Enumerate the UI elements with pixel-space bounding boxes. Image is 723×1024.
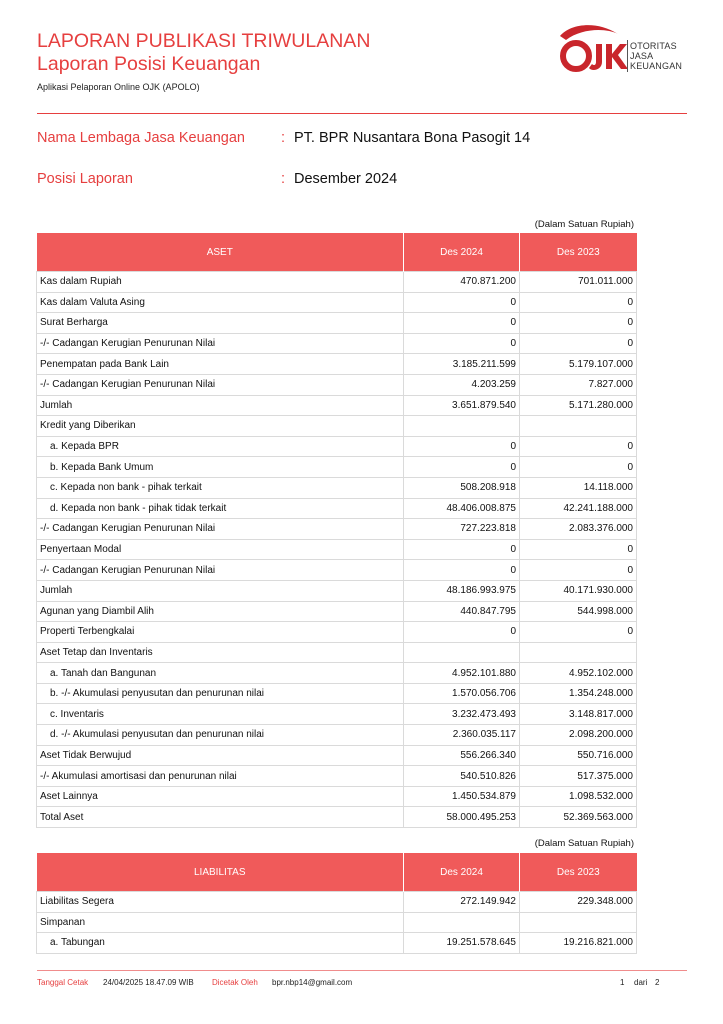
period-label: Posisi Laporan	[37, 171, 133, 187]
table-row	[37, 766, 637, 787]
row-label: Total Aset	[37, 807, 404, 828]
table-row	[37, 807, 637, 828]
logo-text-line2: JASA	[630, 51, 654, 61]
row-label: -/- Cadangan Kerugian Penurunan Nilai	[37, 333, 404, 354]
table-row	[37, 601, 637, 622]
row-value-2023: 42.241.188.000	[520, 498, 637, 519]
table-row	[37, 912, 637, 933]
table-row	[37, 683, 637, 704]
report-title-line1: LAPORAN PUBLIKASI TRIWULANAN	[37, 30, 371, 52]
header-divider	[37, 113, 687, 114]
row-label: a. Kepada BPR	[37, 436, 404, 457]
row-value-2023	[520, 416, 637, 437]
table-row	[37, 933, 637, 954]
table-row	[37, 416, 637, 437]
liabilitas-table	[36, 853, 637, 954]
table-row	[37, 333, 637, 354]
row-label: Agunan yang Diambil Alih	[37, 601, 404, 622]
aset-table	[36, 233, 637, 828]
row-value-2023: 0	[520, 539, 637, 560]
row-value-2023: 0	[520, 457, 637, 478]
row-label: a. Tanah dan Bangunan	[37, 663, 404, 684]
row-value-2024: 0	[404, 622, 520, 643]
row-value-2023: 2.083.376.000	[520, 519, 637, 540]
row-label: d. Kepada non bank - pihak tidak terkait	[37, 498, 404, 519]
table-row	[37, 892, 637, 913]
row-value-2023	[520, 912, 637, 933]
table-row	[37, 704, 637, 725]
liabilitas-header-2024: Des 2024	[404, 853, 520, 892]
table-row	[37, 477, 637, 498]
row-value-2023: 4.952.102.000	[520, 663, 637, 684]
institution-value: PT. BPR Nusantara Bona Pasogit 14	[294, 130, 531, 146]
table-row	[37, 560, 637, 581]
aset-header-row	[37, 233, 637, 272]
row-value-2024: 470.871.200	[404, 272, 520, 293]
row-value-2023: 19.216.821.000	[520, 933, 637, 954]
unit-note-aset: (Dalam Satuan Rupiah)	[534, 219, 634, 230]
row-value-2023: 0	[520, 333, 637, 354]
row-label: Surat Berharga	[37, 313, 404, 334]
table-row	[37, 745, 637, 766]
row-value-2023: 0	[520, 292, 637, 313]
row-label: d. -/- Akumulasi penyusutan dan penurunan nilai	[37, 725, 404, 746]
table-row	[37, 272, 637, 293]
row-value-2024: 0	[404, 457, 520, 478]
row-label: c. Inventaris	[37, 704, 404, 725]
row-value-2024: 3.185.211.599	[404, 354, 520, 375]
row-value-2023: 5.171.280.000	[520, 395, 637, 416]
row-value-2023: 2.098.200.000	[520, 725, 637, 746]
logo-text-line3: KEUANGAN	[630, 61, 683, 71]
row-value-2024: 727.223.818	[404, 519, 520, 540]
row-label: b. Kepada Bank Umum	[37, 457, 404, 478]
row-value-2024: 4.952.101.880	[404, 663, 520, 684]
row-label: -/- Cadangan Kerugian Penurunan Nilai	[37, 374, 404, 395]
row-value-2024	[404, 912, 520, 933]
aset-header-2024: Des 2024	[404, 233, 520, 272]
row-value-2024: 1.450.534.879	[404, 786, 520, 807]
row-label: Kas dalam Valuta Asing	[37, 292, 404, 313]
table-row	[37, 663, 637, 684]
row-value-2023: 0	[520, 622, 637, 643]
row-label: b. -/- Akumulasi penyusutan dan penurunan nilai	[37, 683, 404, 704]
institution-label: Nama Lembaga Jasa Keuangan	[37, 130, 245, 146]
row-value-2024: 0	[404, 292, 520, 313]
row-label: -/- Cadangan Kerugian Penurunan Nilai	[37, 519, 404, 540]
footer-print-date-value: 24/04/2025 18.47.09 WIB	[103, 978, 194, 987]
logo-text-line1: OTORITAS	[630, 41, 677, 51]
table-row	[37, 519, 637, 540]
row-value-2024: 0	[404, 333, 520, 354]
row-label: c. Kepada non bank - pihak terkait	[37, 477, 404, 498]
row-value-2024	[404, 642, 520, 663]
period-value: Desember 2024	[294, 171, 398, 187]
liabilitas-header-row	[37, 853, 637, 892]
row-value-2024: 48.406.008.875	[404, 498, 520, 519]
row-value-2024: 48.186.993.975	[404, 580, 520, 601]
row-value-2023: 550.716.000	[520, 745, 637, 766]
footer-printed-by-value: bpr.nbp14@gmail.com	[272, 978, 353, 987]
table-row	[37, 313, 637, 334]
row-label: Kas dalam Rupiah	[37, 272, 404, 293]
row-label: Jumlah	[37, 395, 404, 416]
footer-page-current: 1	[620, 978, 625, 987]
period-colon: :	[281, 171, 286, 187]
aset-header-2023: Des 2023	[520, 233, 637, 272]
row-value-2024: 3.232.473.493	[404, 704, 520, 725]
report-subtitle: Aplikasi Pelaporan Online OJK (APOLO)	[37, 82, 200, 92]
footer-divider	[37, 970, 687, 971]
row-value-2023: 14.118.000	[520, 477, 637, 498]
report-title-line2: Laporan Posisi Keuangan	[37, 53, 261, 75]
row-value-2024: 0	[404, 436, 520, 457]
row-label: Aset Lainnya	[37, 786, 404, 807]
unit-note-liabilitas: (Dalam Satuan Rupiah)	[534, 838, 634, 849]
row-value-2024: 440.847.795	[404, 601, 520, 622]
row-label: Simpanan	[37, 912, 404, 933]
row-value-2023: 1.354.248.000	[520, 683, 637, 704]
row-label: Aset Tetap dan Inventaris	[37, 642, 404, 663]
row-value-2023	[520, 642, 637, 663]
row-value-2023: 0	[520, 560, 637, 581]
footer-print-date-label: Tanggal Cetak	[37, 978, 89, 987]
row-value-2023: 7.827.000	[520, 374, 637, 395]
table-row	[37, 292, 637, 313]
footer-page-of: dari	[634, 978, 648, 987]
table-row	[37, 436, 637, 457]
row-value-2024: 58.000.495.253	[404, 807, 520, 828]
row-label: Jumlah	[37, 580, 404, 601]
row-label: -/- Akumulasi amortisasi dan penurunan nilai	[37, 766, 404, 787]
institution-colon: :	[281, 130, 286, 146]
row-value-2024: 3.651.879.540	[404, 395, 520, 416]
row-value-2024	[404, 416, 520, 437]
row-value-2023: 544.998.000	[520, 601, 637, 622]
row-label: Penempatan pada Bank Lain	[37, 354, 404, 375]
row-value-2024: 0	[404, 560, 520, 581]
table-row	[37, 580, 637, 601]
row-value-2023: 229.348.000	[520, 892, 637, 913]
liabilitas-header-label: LIABILITAS	[37, 853, 404, 892]
row-label: Liabilitas Segera	[37, 892, 404, 913]
footer-printed-by-label: Dicetak Oleh	[212, 978, 258, 987]
row-value-2024: 19.251.578.645	[404, 933, 520, 954]
table-row	[37, 725, 637, 746]
table-row	[37, 354, 637, 375]
row-value-2023: 517.375.000	[520, 766, 637, 787]
table-row	[37, 395, 637, 416]
row-value-2024: 0	[404, 313, 520, 334]
row-value-2023: 52.369.563.000	[520, 807, 637, 828]
table-row	[37, 622, 637, 643]
row-label: Properti Terbengkalai	[37, 622, 404, 643]
liabilitas-header-2023: Des 2023	[520, 853, 637, 892]
row-value-2023: 0	[520, 436, 637, 457]
row-value-2023: 5.179.107.000	[520, 354, 637, 375]
row-value-2024: 1.570.056.706	[404, 683, 520, 704]
row-value-2023: 0	[520, 313, 637, 334]
footer-page-total: 2	[655, 978, 660, 987]
row-value-2023: 40.171.930.000	[520, 580, 637, 601]
table-row	[37, 374, 637, 395]
row-label: Penyertaan Modal	[37, 539, 404, 560]
row-label: -/- Cadangan Kerugian Penurunan Nilai	[37, 560, 404, 581]
row-value-2024: 540.510.826	[404, 766, 520, 787]
row-value-2023: 1.098.532.000	[520, 786, 637, 807]
row-label: Aset Tidak Berwujud	[37, 745, 404, 766]
row-value-2024: 272.149.942	[404, 892, 520, 913]
aset-header-label: ASET	[37, 233, 404, 272]
table-row	[37, 642, 637, 663]
table-row	[37, 539, 637, 560]
table-row	[37, 498, 637, 519]
row-label: Kredit yang Diberikan	[37, 416, 404, 437]
row-label: a. Tabungan	[37, 933, 404, 954]
row-value-2024: 556.266.340	[404, 745, 520, 766]
row-value-2024: 4.203.259	[404, 374, 520, 395]
row-value-2024: 0	[404, 539, 520, 560]
row-value-2024: 508.208.918	[404, 477, 520, 498]
row-value-2023: 701.011.000	[520, 272, 637, 293]
table-row	[37, 457, 637, 478]
row-value-2023: 3.148.817.000	[520, 704, 637, 725]
row-value-2024: 2.360.035.117	[404, 725, 520, 746]
table-row	[37, 786, 637, 807]
